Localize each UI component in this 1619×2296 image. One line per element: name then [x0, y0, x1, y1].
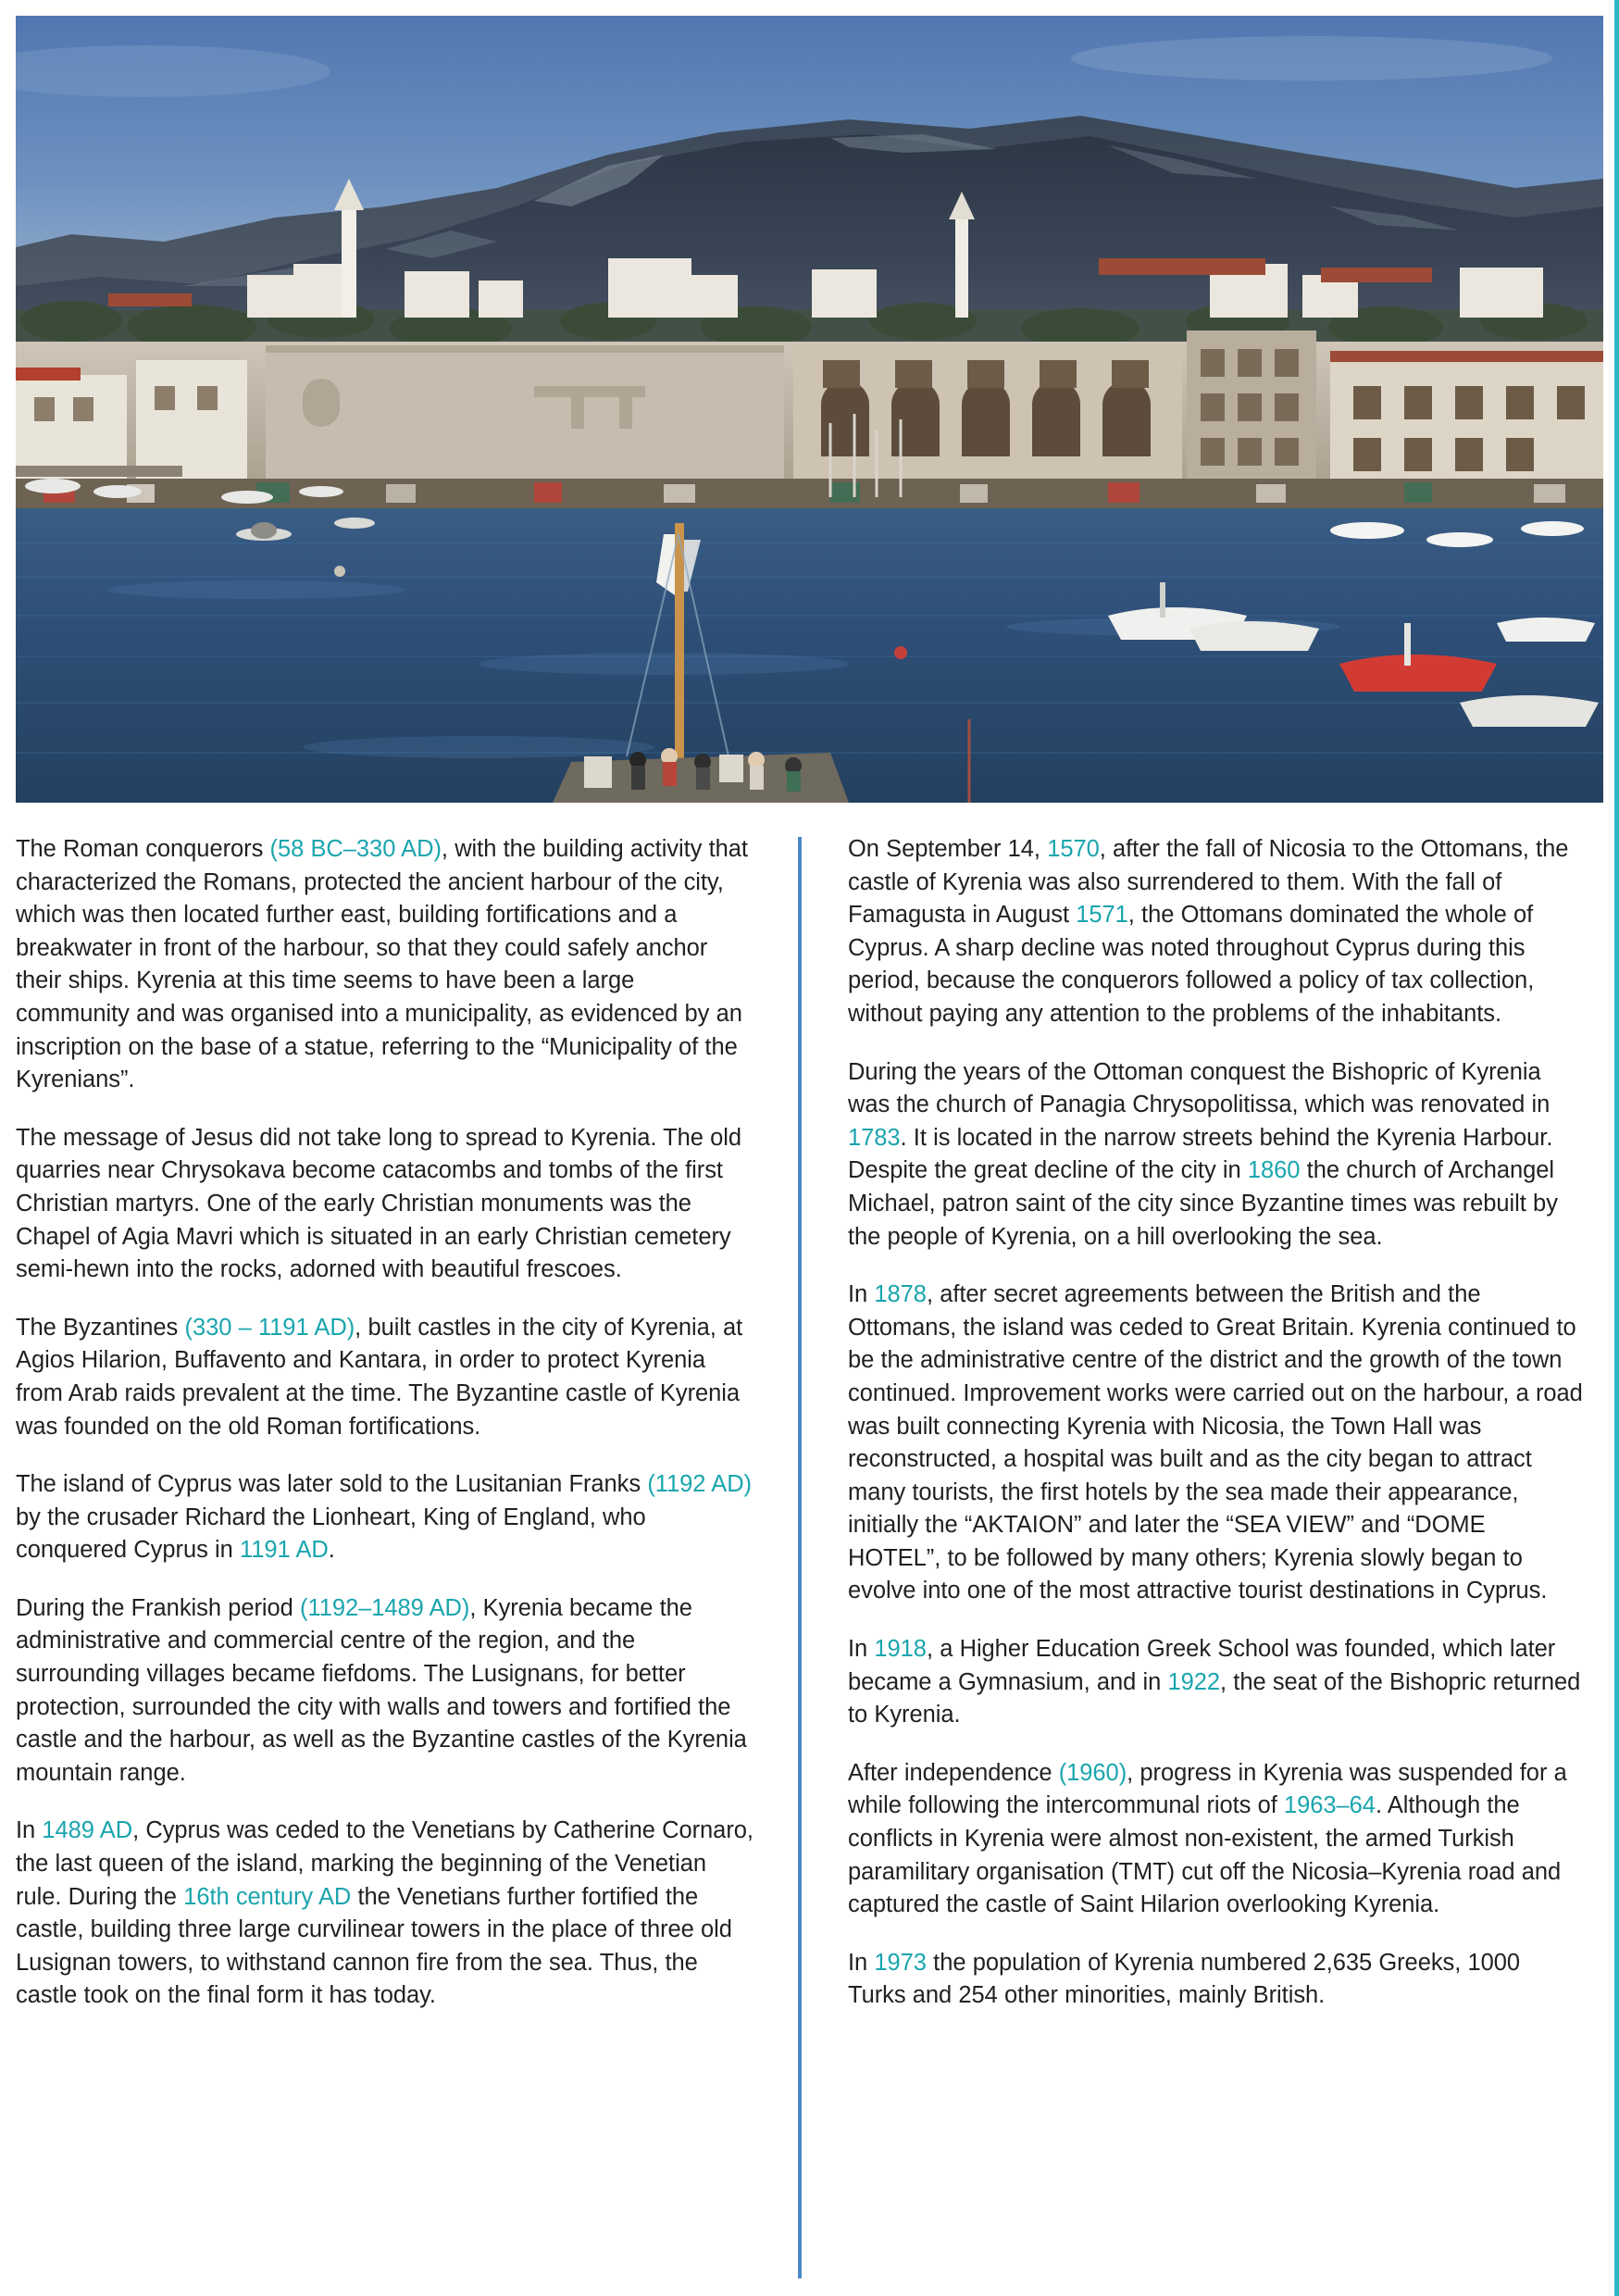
paragraph-roman-conquerors	[16, 833, 753, 1097]
paragraph-text: The island of Cyprus was later sold to the Lusitanian Franks	[16, 1471, 648, 1498]
paragraph-text: During the Frankish period	[16, 1594, 301, 1621]
article-body	[16, 833, 1603, 2282]
paragraph-population-1973	[848, 1947, 1584, 2013]
paragraph-text: In	[848, 1281, 875, 1308]
date-highlight: (58 BC–330 AD)	[269, 836, 442, 862]
paragraph-text: After independence	[848, 1759, 1059, 1786]
date-highlight: 1489 AD	[42, 1817, 133, 1844]
date-highlight: 1878	[874, 1281, 927, 1308]
paragraph-text: , with the building activity that characterized the Romans, protected the ancient harbour of the city, which was then located further east, building fortifications and a breakwater in front of the harbour, so that they could safely anchor their ships. Kyrenia at this time seems to have been a large community and was organised into a municipality, as evidenced by an inscription on the base of a statue, referring to the “Municipality of the Kyrenians”.	[16, 836, 748, 1093]
paragraph-text: , a Higher Education Greek School was founded, which later became a Gymnasium, and in	[848, 1636, 1556, 1695]
date-highlight: 1783	[848, 1124, 901, 1151]
paragraph-byzantines	[16, 1312, 753, 1443]
date-highlight: (330 – 1191 AD)	[184, 1314, 355, 1341]
paragraph-text: The message of Jesus did not take long to spread to Kyrenia. The old quarries near Chrysokava become catacombs and tombs of the first Christian martyrs. One of the early Christian monuments was the Chapel of Agia Mavri which is situated in an early Christian cemetery semi-hewn into the rocks, adorned with beautiful frescoes.	[16, 1124, 742, 1283]
harbour-illustration	[16, 16, 1603, 803]
paragraph-text: , Kyrenia became the administrative and commercial centre of the region, and the surrounding villages became fiefdoms. The Lusignans, for better protection, surrounded the city with walls and towers and fortified the castle and the harbour, as well as the Byzantine castles of the Kyrenia mountain range.	[16, 1594, 747, 1786]
paragraph-text: , built castles in the city of Kyrenia, at Agios Hilarion, Buffavento and Kantara, in order to protect Kyrenia from Arab raids prevalent at the time. The Byzantine castle of Kyrenia was founded on the old Roman fortifications.	[16, 1314, 743, 1440]
date-highlight: 1860	[1247, 1157, 1301, 1184]
date-highlight: 1922	[1167, 1668, 1221, 1695]
paragraph-greek-school	[848, 1633, 1584, 1732]
paragraph-bishopric-kyrenia	[848, 1056, 1584, 1254]
paragraph-text: In	[16, 1817, 43, 1844]
paragraph-text: In	[848, 1949, 875, 1976]
date-highlight: 1570	[1047, 836, 1100, 862]
date-highlight: 1973	[874, 1949, 927, 1976]
date-highlight: 1963–64	[1284, 1792, 1376, 1819]
paragraph-text: During the years of the Ottoman conquest the Bishopric of Kyrenia was the church of Panagia Chrysopolitissa, which was renovated in	[848, 1058, 1551, 1118]
paragraph-text: .	[328, 1537, 335, 1564]
paragraph-text: , after the fall of Nicosia το the Ottomans, the castle of Kyrenia was also surrendered to them. With the fall of Famagusta in August	[848, 836, 1569, 929]
paragraph-text: In	[848, 1636, 875, 1663]
paragraph-british-rule	[848, 1279, 1584, 1608]
paragraph-ottoman-surrender	[848, 833, 1584, 1031]
paragraph-text: , after secret agreements between the British and the Ottomans, the island was ceded to Great Britain. Kyrenia continued to be the administrative centre of the district and the growth of the town continued. Improvement works were carried out on the harbour, a road was built connecting Kyrenia with Nicosia, the Town Hall was reconstructed, a hospital was built and as the city began to attract many tourists, the first hotels by the sea made their appearance, initially the “AKTAION” and later the “SEA VIEW” and “DOME HOTEL”, to be followed by many others; Kyrenia slowly began to evolve into one of the most attractive tourist destinations in Cyprus.	[848, 1281, 1583, 1604]
kyrenia-harbour-photo	[16, 16, 1603, 803]
paragraph-text: On September 14,	[848, 836, 1048, 862]
paragraph-text: the Venetians further fortified the castle, building three large curvilinear towers in the place of three old Lusignan towers, to withstand cannon fire from the sea. Thus, the castle took on the final form it has today.	[16, 1883, 732, 2009]
paragraph-text: . Although the conflicts in Kyrenia were almost non-existent, the armed Turkish paramilitary organisation (TMT) cut off the Nicosia–Kyrenia road and captured the castle of Saint Hilarion overlooking Kyrenia.	[848, 1792, 1562, 1918]
date-highlight: (1960)	[1058, 1759, 1127, 1786]
paragraph-venetian-rule	[16, 1815, 753, 2013]
text-column-right	[802, 833, 1584, 2282]
date-highlight: 1918	[874, 1636, 927, 1663]
paragraph-independence	[848, 1757, 1584, 1922]
date-highlight: 16th century AD	[183, 1883, 352, 1910]
paragraph-text: the population of Kyrenia numbered 2,635 Greeks, 1000 Turks and 254 other minorities, mainly British.	[848, 1949, 1521, 2009]
paragraph-lusitanian-franks	[16, 1468, 753, 1567]
paragraph-frankish-period	[16, 1592, 753, 1791]
date-highlight: (1192 AD)	[647, 1471, 752, 1498]
date-highlight: 1571	[1076, 902, 1128, 929]
paragraph-text: the church of Archangel Michael, patron saint of the city since Byzantine times was rebuilt by the people of Kyrenia, on a hill overlooking the sea.	[848, 1157, 1558, 1250]
paragraph-text: , progress in Kyrenia was suspended for a while following the intercommunal riots of	[848, 1759, 1567, 1819]
date-highlight: (1192–1489 AD)	[300, 1594, 470, 1621]
paragraph-text: . It is located in the narrow streets behind the Kyrenia Harbour. Despite the great decline of the city in	[848, 1124, 1553, 1184]
paragraph-text: The Roman conquerors	[16, 836, 270, 862]
paragraph-text: , Cyprus was ceded to the Venetians by Catherine Cornaro, the last queen of the island, marking the beginning of the Venetian rule. During the	[16, 1817, 753, 1910]
paragraph-message-of-jesus	[16, 1122, 753, 1287]
paragraph-text: by the crusader Richard the Lionheart, King of England, who conquered Cyprus in	[16, 1504, 646, 1564]
paragraph-text: , the Ottomans dominated the whole of Cyprus. A sharp decline was noted throughout Cyprus during this period, because the conquerors followed a policy of tax collection, without paying any attention to the problems of the inhabitants.	[848, 902, 1535, 1027]
paragraph-text: The Byzantines	[16, 1314, 185, 1341]
paragraph-text: , the seat of the Bishopric returned to Kyrenia.	[848, 1668, 1581, 1728]
date-highlight: 1191 AD	[240, 1537, 329, 1564]
text-column-left	[16, 833, 798, 2282]
